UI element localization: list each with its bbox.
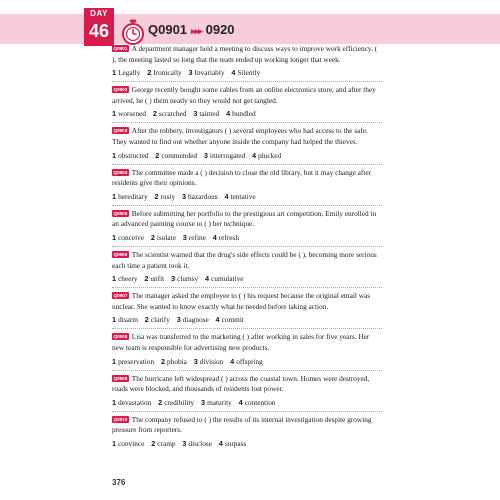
question-text: The company refused to ( ) the results of its internal investigation despite growing pressure from reporters.: [112, 414, 372, 435]
day-number: 46: [88, 21, 110, 41]
answer-option[interactable]: 2 cramp: [151, 438, 176, 448]
answer-option[interactable]: 4 offspring: [230, 356, 263, 366]
question-item: [112, 168, 382, 206]
question-list: [112, 44, 382, 449]
answer-options: [112, 274, 382, 284]
answer-option[interactable]: 1 conceive: [112, 232, 144, 242]
answer-options: [112, 151, 382, 161]
answer-option[interactable]: 4 commit: [215, 315, 244, 325]
answer-option[interactable]: 3 Invariably: [188, 68, 225, 78]
answer-option[interactable]: 4 cumulative: [205, 274, 244, 284]
question-range: [148, 19, 235, 41]
answer-option[interactable]: 2 credibility: [158, 397, 195, 407]
question-item: [112, 209, 382, 247]
divider: [112, 164, 382, 165]
divider: [112, 246, 382, 247]
question-id: Q0908: [113, 334, 128, 340]
question-id: Q0904: [113, 169, 128, 175]
question-text: The scientist warned that the drug's side effects could be ( ), becoming more serious each time a patient took it.: [112, 249, 377, 270]
question-id: Q0910: [113, 416, 128, 422]
question-text: The hurricane left widespread ( ) across the coastal town. Homes were destroyed, roads were blocked, and thousands of residents lost power.: [112, 373, 370, 394]
answer-options: [112, 192, 382, 202]
answer-options: [112, 357, 382, 367]
question-item: [112, 374, 382, 412]
header-band: [0, 14, 500, 44]
question-id: Q0902: [113, 87, 128, 93]
question-text: George recently bought some cables from an online electronics store, and after they arrived, he ( ) them neatly so they would not get tangled.: [112, 85, 376, 105]
question-item: [112, 85, 382, 123]
day-label: DAY: [90, 9, 108, 18]
answer-option[interactable]: 2 isolate: [150, 232, 176, 242]
answer-option[interactable]: 3 maturity: [201, 397, 232, 407]
answer-option[interactable]: 4 Silently: [231, 68, 261, 78]
answer-option[interactable]: 1 worsened: [112, 109, 147, 119]
page-number: 376: [112, 478, 126, 487]
answer-option[interactable]: 1 Legally: [112, 68, 141, 78]
question-id: Q0906: [113, 251, 128, 257]
question-id: Q0909: [113, 375, 128, 381]
answer-options: [112, 439, 382, 449]
answer-option[interactable]: 2 unfit: [144, 274, 165, 284]
question-text: The committee made a ( ) decision to close the old library, but it may change after residents give their opinions.: [112, 167, 372, 188]
answer-option[interactable]: 2 scratched: [152, 109, 187, 119]
answer-option[interactable]: 1 cheery: [112, 274, 138, 284]
answer-option[interactable]: 4 bundled: [226, 109, 256, 119]
divider: [112, 370, 382, 371]
question-text: A department manager held a meeting to discuss ways to improve work efficiency. ( ), the meeting lasted so long that the team ended up working longer that week.: [112, 44, 378, 64]
answer-option[interactable]: 2 Ironically: [147, 68, 182, 78]
divider: [112, 287, 382, 288]
question-id: Q0903: [113, 128, 128, 134]
answer-option[interactable]: 3 clumsy: [171, 274, 199, 284]
answer-option[interactable]: 1 convince: [112, 438, 145, 448]
answer-option[interactable]: 3 hazardous: [181, 191, 218, 201]
answer-option[interactable]: 3 interrogated: [203, 150, 246, 160]
divider: [112, 328, 382, 329]
answer-option[interactable]: 2 phobia: [160, 356, 187, 366]
answer-option[interactable]: 3 disclose: [182, 438, 212, 448]
question-item: [112, 44, 382, 82]
divider: [112, 81, 382, 82]
answer-options: [112, 68, 382, 78]
stopwatch-icon: [121, 19, 145, 45]
answer-option[interactable]: 3 division: [193, 356, 224, 366]
answer-options: [112, 398, 382, 408]
divider: [112, 411, 382, 412]
question-text: Before submitting her portfolio to the prestigious art competition, Emily enrolled in an advanced painting course to ( ) her technique.: [112, 208, 377, 229]
divider: [112, 205, 382, 206]
question-item: [112, 250, 382, 288]
answer-option[interactable]: 4 refresh: [212, 232, 240, 242]
question-item: [112, 126, 382, 164]
question-text: After the robbery, investigators ( ) several employees who had access to the safe. They wanted to find out whether anyone inside the company had helped the thieves.: [112, 126, 368, 146]
answer-option[interactable]: 2 clarify: [144, 315, 170, 325]
answer-option[interactable]: 1 devastation: [112, 397, 152, 407]
divider: [112, 122, 382, 123]
answer-option[interactable]: 4 plucked: [252, 150, 282, 160]
answer-option[interactable]: 1 obstructed: [112, 150, 149, 160]
answer-options: [112, 233, 382, 243]
answer-option[interactable]: 3 diagnose: [176, 315, 209, 325]
question-id: Q0907: [113, 293, 128, 299]
answer-option[interactable]: 3 refine: [182, 232, 206, 242]
range-end: 0920: [205, 22, 235, 37]
range-arrows: ▸▸▸: [191, 26, 202, 36]
answer-option[interactable]: 4 surpass: [218, 438, 247, 448]
range-start: Q0901: [148, 22, 188, 37]
question-text: Lisa was transferred to the marketing ( ) after working in sales for five years. Her new team is responsible for advertising new products.: [112, 332, 370, 352]
answer-option[interactable]: 1 disarm: [112, 315, 138, 325]
answer-option[interactable]: 2 rusty: [154, 191, 176, 201]
question-item: [112, 332, 382, 370]
answer-options: [112, 315, 382, 325]
question-item: [112, 415, 382, 449]
question-id: Q0901: [113, 46, 128, 51]
answer-option[interactable]: 4 contention: [238, 397, 276, 407]
question-item: [112, 291, 382, 329]
answer-option[interactable]: 1 hereditary: [112, 191, 148, 201]
question-id: Q0905: [113, 210, 128, 216]
answer-option[interactable]: 3 tainted: [193, 109, 220, 119]
question-text: The manager asked the employee to ( ) his request because the original email was unclear. She wanted to know exactly what he needed before taking action.: [112, 291, 371, 311]
answer-options: [112, 109, 382, 119]
day-badge: [84, 8, 114, 46]
answer-option[interactable]: 4 tentative: [224, 191, 256, 201]
answer-option[interactable]: 1 preservation: [112, 356, 155, 366]
answer-option[interactable]: 2 commended: [155, 150, 198, 160]
